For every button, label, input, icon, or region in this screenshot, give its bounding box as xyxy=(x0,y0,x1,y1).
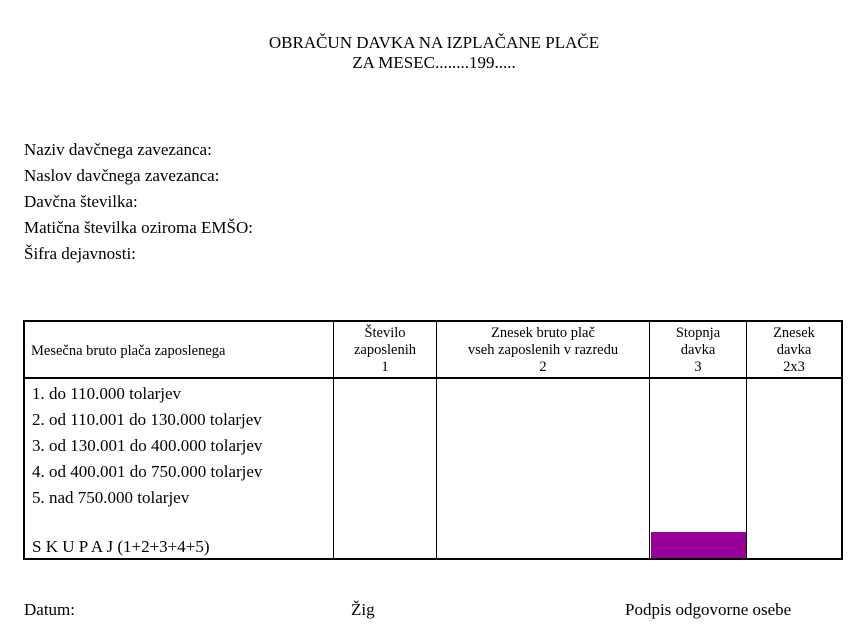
tax-calculation-table xyxy=(23,320,843,560)
header-text: Število xyxy=(364,324,406,341)
field-taxpayer-address: Naslov davčnega zavezanca: xyxy=(24,166,220,185)
field-registration-number: Matična številka oziroma EMŠO: xyxy=(24,218,253,237)
salary-bracket-rows xyxy=(32,381,262,511)
header-gross-salary-label: Mesečna bruto plača zaposlenega xyxy=(31,343,226,359)
header-tax-amount xyxy=(747,323,841,377)
taxpayer-fields xyxy=(24,137,253,267)
tax-rate-total-shaded-cell xyxy=(651,532,746,558)
table-row: 3. od 130.001 do 400.000 tolarjev xyxy=(32,436,263,455)
header-column-number: 3 xyxy=(694,358,702,375)
header-gross-salary xyxy=(25,323,333,377)
header-text: davka xyxy=(776,341,812,358)
header-text: Stopnja xyxy=(675,324,721,341)
signature-label: Podpis odgovorne osebe xyxy=(625,600,792,619)
date-label: Datum: xyxy=(24,600,75,619)
header-employee-count xyxy=(334,323,436,377)
field-activity-code: Šifra dejavnosti: xyxy=(24,244,136,263)
header-text: davka xyxy=(680,341,716,358)
form-subtitle-month: ZA MESEC........199..... xyxy=(352,53,516,72)
header-text: Znesek bruto plač xyxy=(491,324,595,341)
stamp-label: Žig xyxy=(351,600,375,619)
header-text: vseh zaposlenih v razredu xyxy=(467,341,619,358)
header-text: zaposlenih xyxy=(353,341,416,358)
header-tax-rate xyxy=(650,323,746,377)
field-tax-number: Davčna številka: xyxy=(24,192,138,211)
header-column-number: 2x3 xyxy=(783,358,805,375)
total-row-label: S K U P A J (1+2+3+4+5) xyxy=(32,537,210,556)
table-row: 4. od 400.001 do 750.000 tolarjev xyxy=(32,462,263,481)
header-divider xyxy=(25,377,841,379)
form-title: OBRAČUN DAVKA NA IZPLAČANE PLAČE xyxy=(268,33,600,52)
field-taxpayer-name: Naziv davčnega zavezanca: xyxy=(24,140,212,159)
header-column-number: 2 xyxy=(539,358,547,375)
table-row: 5. nad 750.000 tolarjev xyxy=(32,488,190,507)
header-text: Znesek xyxy=(773,324,815,341)
table-row: 1. do 110.000 tolarjev xyxy=(32,384,182,403)
header-column-number: 1 xyxy=(381,358,389,375)
header-gross-amount xyxy=(437,323,649,377)
table-row: 2. od 110.001 do 130.000 tolarjev xyxy=(32,410,262,429)
